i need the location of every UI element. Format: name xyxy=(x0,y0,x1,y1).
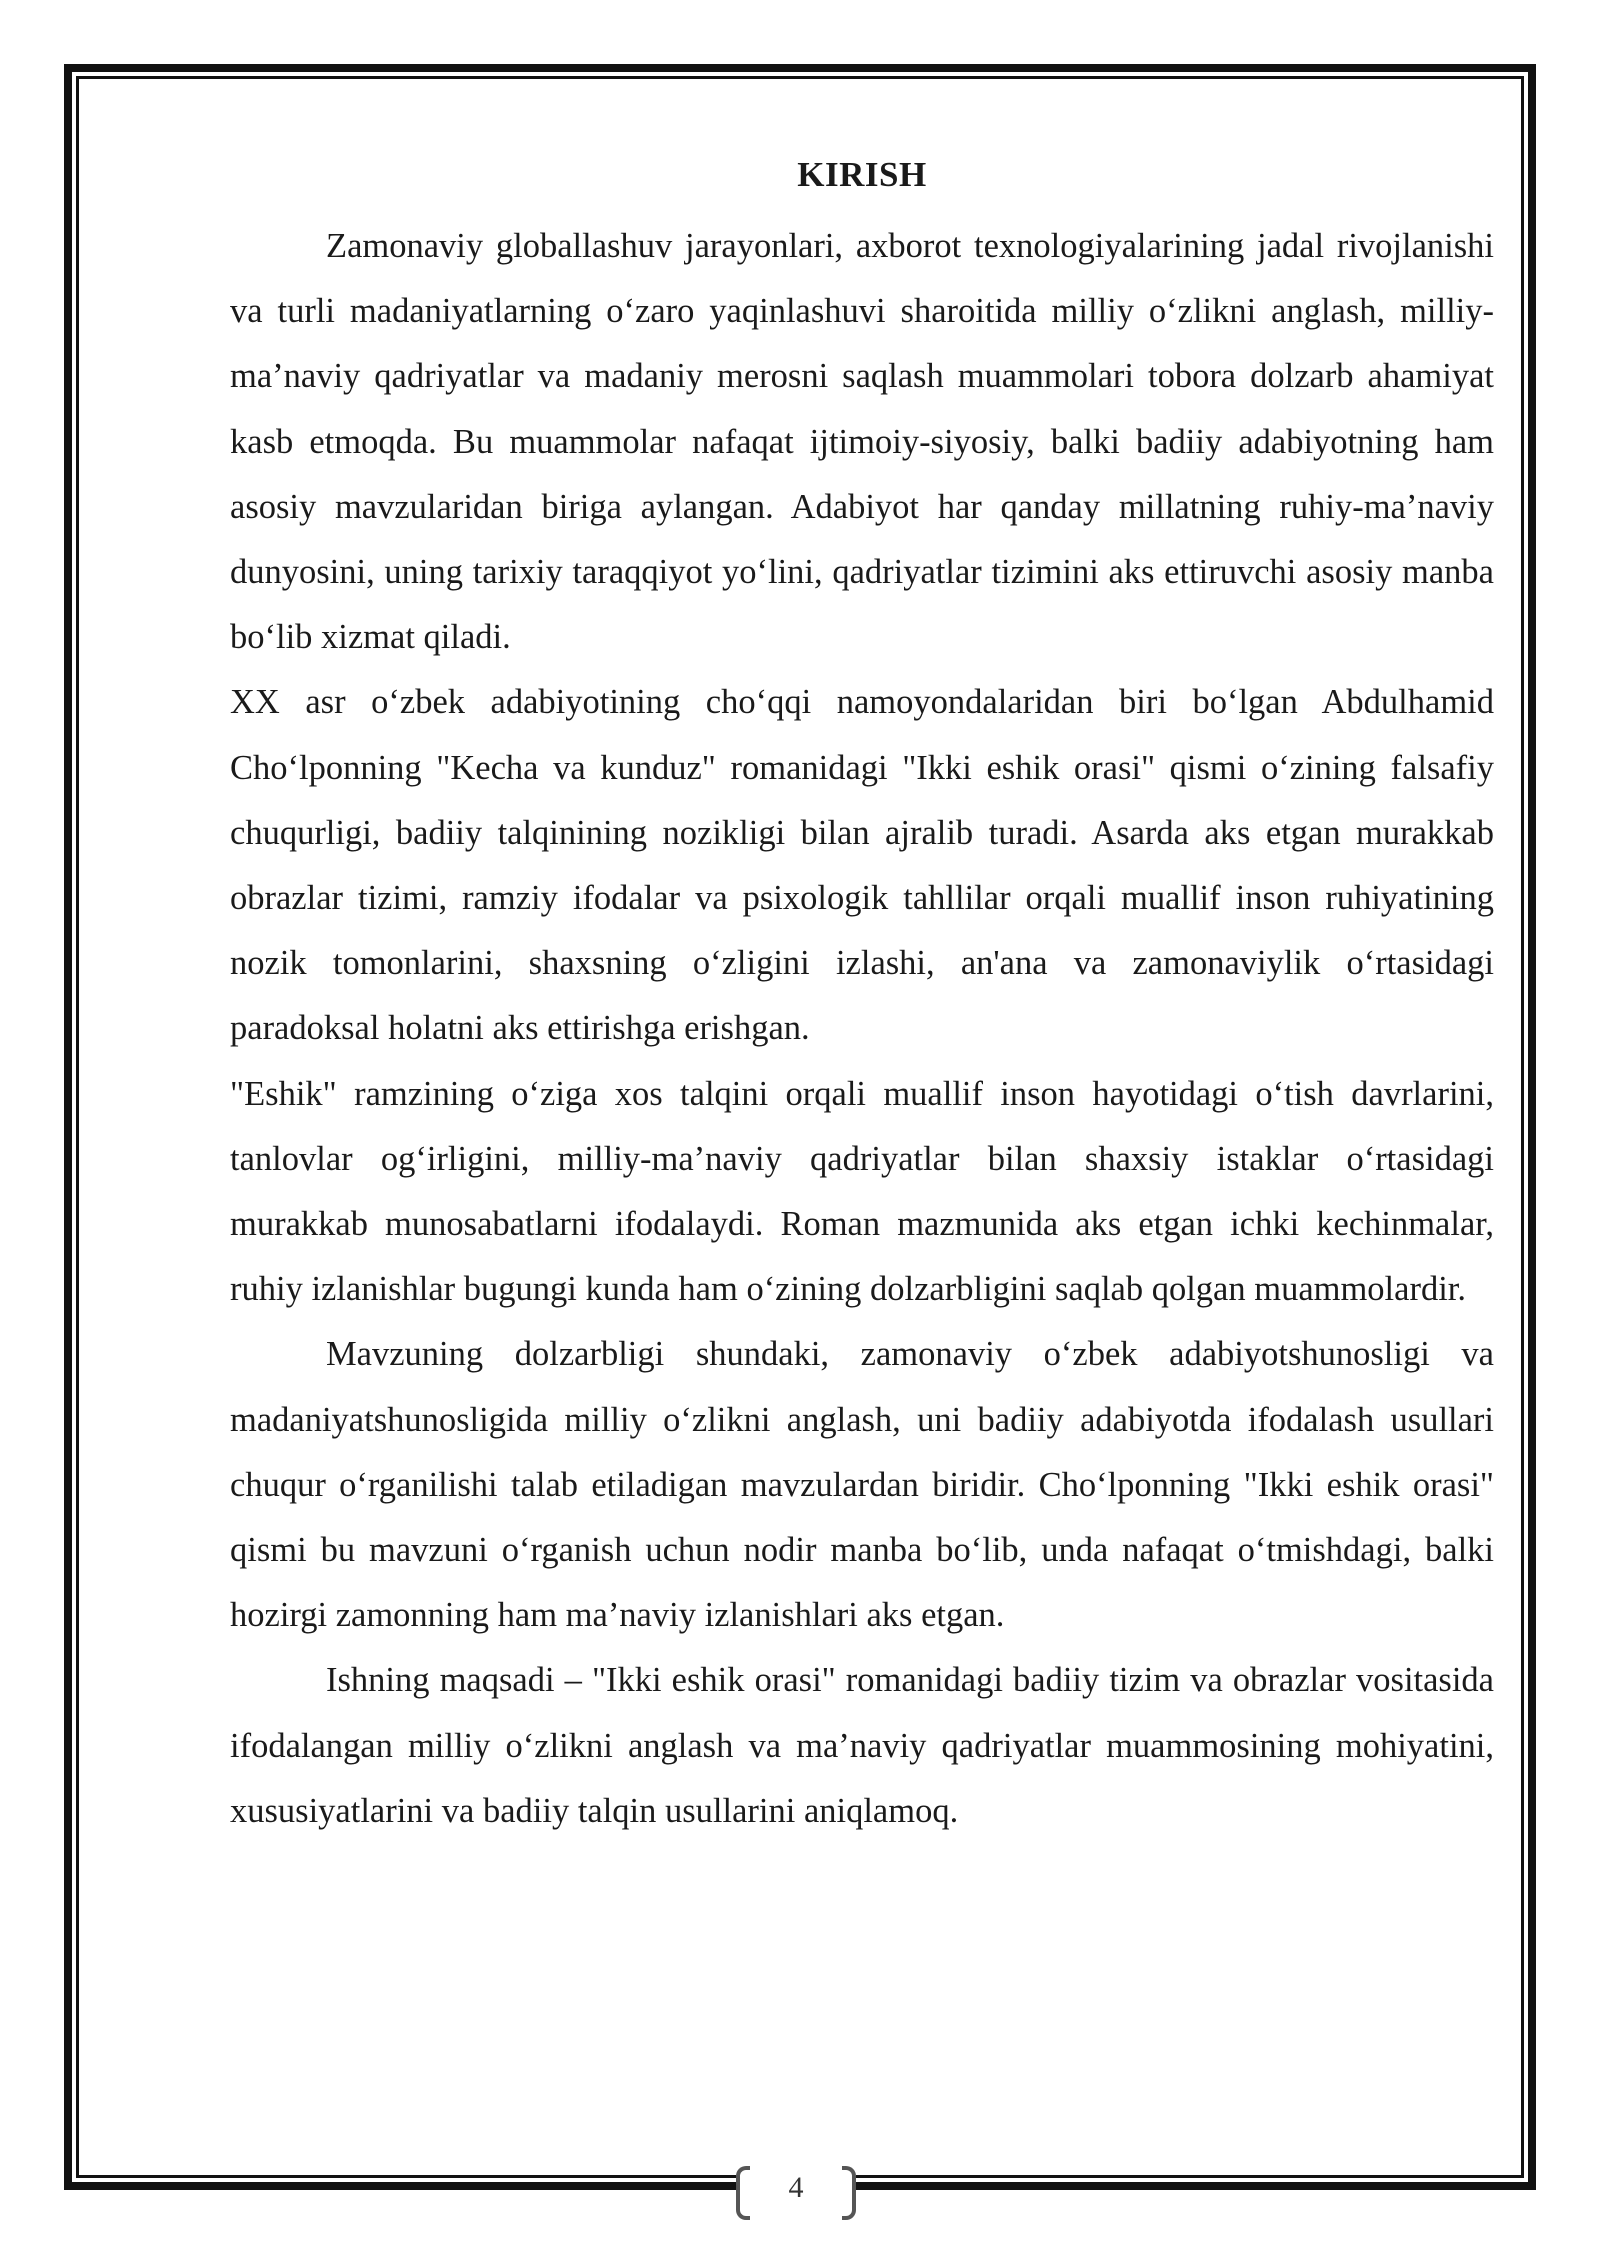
paragraph-intro: Zamonaviy globallashuv jarayonlari, axborot texnologiyalarining jadal rivojlanishi va turli madaniyatlarning o‘zaro yaqinlashuvi sharoitida milliy o‘zlikni anglash, milliy-ma’naviy qadriyatlar va madaniy merosni saqlash muammolari tobora dolzarb ahamiyat kasb etmoqda. Bu muammolar nafaqat ijtimoiy-siyosiy, balki badiiy adabiyotning ham asosiy mavzularidan biriga aylangan. Adabiyot har qanday millatning ruhiy-ma’naviy dunyosini, uning tarixiy taraqqiyot yo‘lini, qadriyatlar tizimini aks ettiruvchi asosiy manba bo‘lib xizmat qiladi. xyxy=(230,227,1494,657)
right-bracket-icon xyxy=(842,2166,856,2220)
page-number: 4 xyxy=(788,2171,804,2204)
paragraph-eshik: "Eshik" ramzining o‘ziga xos talqini orqali muallif inson hayotidagi o‘tish davrlarini, tanlovlar og‘irligini, milliy-ma’naviy qadriyatlar bilan shaxsiy istaklar o‘rtasidagi murakkab munosabatlarni ifodalaydi. Roman mazmunida aks etgan ichki kechinmalar, ruhiy izlanishlar bugungi kunda ham o‘zining dolzarbligini saqlab qolgan muammolardir. xyxy=(230,1074,1494,1309)
paragraph-relevance: Mavzuning dolzarbligi shundaki, zamonaviy o‘zbek adabiyotshunosligi va madaniyatshunosligida milliy o‘zlikni anglash, uni badiiy adabiyotda ifodalash usullari chuqur o‘rganilishi talab etiladigan mavzulardan biridir. Cho‘lponning "Ikki eshik orasi" qismi bu mavzuni o‘rganish uchun nodir manba bo‘lib, unda nafaqat o‘tmishdagi, balki hozirgi zamonning ham ma’naviy izlanishlari aks etgan. xyxy=(230,1335,1494,1635)
page-footer xyxy=(0,2166,1600,2226)
section-heading: KIRISH xyxy=(797,155,927,194)
paragraph-cholpon: XX asr o‘zbek adabiyotining cho‘qqi namoyondalaridan biri bo‘lgan Abdulhamid Cho‘lponning "Kecha va kunduz" romanidagi "Ikki eshik orasi" qismi o‘zining falsafiy chuqurligi, badiiy talqinining nozikligi bilan ajralib turadi. Asarda aks etgan murakkab obrazlar tizimi, ramziy ifodalar va psixologik tahllilar orqali muallif inson ruhiyatining nozik tomonlarini, shaxsning o‘zligini izlashi, an'ana va zamonaviylik o‘rtasidagi paradoksal holatni aks ettirishga erishgan. xyxy=(230,683,1494,1048)
paragraph-goal: Ishning maqsadi – "Ikki eshik orasi" romanidagi badiiy tizim va obrazlar vositasida ifodalangan milliy o‘zlikni anglash va ma’naviy qadriyatlar muammosining mohiyatini, xususiyatlarini va badiiy talqin usullarini aniqlamoq. xyxy=(230,1661,1494,1830)
page-number-badge xyxy=(736,2166,856,2222)
document-body xyxy=(230,150,1494,1844)
